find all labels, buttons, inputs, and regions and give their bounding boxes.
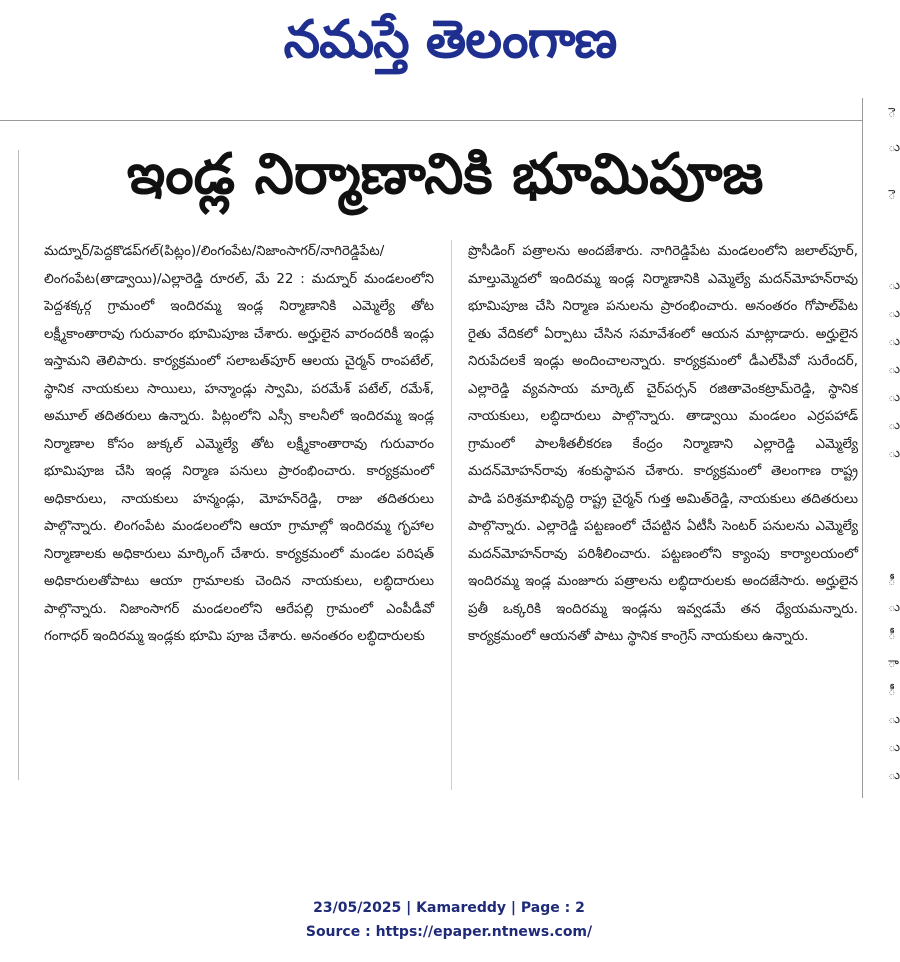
- article-column-2: ప్రొసీడింగ్ పత్రాలను అందజేశారు. నాగిరెడ్డిపేట మండలంలోని జలాల్‌పూర్, మాల్తుమ్మెదలో ఇందిరమ్మ ఇండ్ల నిర్మాణానికి ఎమ్మెల్యే మదన్‌మోహన్‌రావు భూమిపూజ చేసి నిర్మాణ పనులను ప్రారంభించారు. అనంతరం గోపాల్‌పేట రైతు వేదికలో ఏర్పాటు చేసిన సమావేశంలో ఆయన మాట్లాడారు. అర్హులైన నిరుపేదలకే ఇండ్లు అందించాలన్నారు. కార్యక్రమంలో డీఎల్‌పీవో సురేందర్, ఎల్లారెడ్డి వ్యవసాయ మార్కెట్ చైర్‌పర్సన్ రజితావెంకట్రామ్‌రెడ్డి, స్థానిక నాయకులు, లబ్ధిదారులు పాల్గొన్నారు. తాడ్వాయి మండలం ఎర్రపహాడ్ గ్రామంలో పాలశీతలీకరణ కేంద్రం నిర్మాణాని ఎల్లారెడ్డి ఎమ్మెల్యే మదన్‌మోహన్‌రావు శంకుస్థాపన చేశారు. కార్యక్రమంలో తెలంగాణ రాష్ట్ర పాడి పరిశ్రమాభివృద్ధి రాష్ట్ర చైర్మన్ గుత్త అమిత్‌రెడ్డి, నాయకులు తదితరులు పాల్గొన్నారు. ఎల్లారెడ్డి పట్టణంలో చేపట్టిన ఏటీసీ సెంటర్ పనులను ఎమ్మెల్యే మదన్‌మోహన్‌రావు పరిశీలించారు. పట్టణంలోని క్యాంపు కార్యాలయంలో ఇందిరమ్మ ఇండ్ల మంజూరు పత్రాలను లబ్ధిదారులకు అందజేసారు. అర్హులైన ప్రతీ ఒక్కరికి ఇందిరమ్మ ఇండ్లను ఇవ్వడమే తన ధ్యేయమన్నారు. కార్యక్రమంలో ఆయనతో పాటు స్థానిక కాంగ్రెస్ నాయకులు ఉన్నారు.: [468, 244, 858, 644]
- footer-date-edition: 23/05/2025 | Kamareddy | Page : 2: [313, 900, 585, 916]
- newspaper-masthead: నమస్తే తెలంగాణ: [283, 10, 617, 70]
- adjacent-article-edge: ె ు ె ు ు ు ు ు ు ు ీ ు ీ ా ీ ు ు ు: [888, 106, 900, 783]
- right-column-rule: [862, 98, 863, 798]
- column-divider: [451, 240, 452, 790]
- left-column-rule: [18, 150, 19, 780]
- footer-source: Source : https://epaper.ntnews.com/: [305, 924, 593, 940]
- masthead-divider: [0, 120, 862, 121]
- article-column-1: మద్నూర్/పెద్దకొడప్‌గల్(పిట్లం)/లింగంపేట/నిజాంసాగర్/నాగిరెడ్డిపేట/లింగంపేట(తాడ్వాయి)/ఎల్లారెడ్డి రూరల్, మే 22 : మద్నూర్ మండలంలోని పెద్దశక్కర్గ గ్రామంలో ఇందిరమ్మ ఇండ్ల నిర్మాణానికి ఎమ్మెల్యే తోట లక్ష్మీకాంతారావు గురువారం భూమిపూజ చేశారు. అర్హులైన వారందరికీ ఇండ్లు ఇస్తామని తెలిపారు. కార్యక్రమంలో సలాబత్‌పూర్ ఆలయ చైర్మన్ రాంపటేల్, స్థానిక నాయకులు సాయిలు, హన్మాండ్లు స్వామి, పరమేశ్ పటేల్, రమేశ్, అమూల్ తదితరులు ఉన్నారు. పిట్లంలోని ఎస్సీ కాలనీలో ఇందిరమ్మ ఇండ్ల నిర్మాణాల కోసం జుక్కల్ ఎమ్మెల్యే తోట లక్ష్మీకాంతారావు గురువారం భూమిపూజ చేసి ఇండ్ల నిర్మాణ పనులు ప్రారంభించారు. కార్యక్రమంలో అధికారులు, నాయకులు హన్మండ్లు, మోహన్‌రెడ్డి, రాజు తదితరులు పాల్గొన్నారు. లింగంపేట మండలంలోని ఆయా గ్రామాల్లో ఇందిరమ్మ గృహాల నిర్మాణాలకు అధికారులు మార్కింగ్ చేశారు. కార్యక్రమంలో మండల పరిషత్ అధికారులతోపాటు ఆయా గ్రామాలకు చెందిన నాయకులు, లబ్ధిదారులు పాల్గొన్నారు. నిజాంసాగర్ మండలంలోని ఆరేపల్లి గ్రామంలో ఎంపీడీవో గంగాధర్ ఇందిరమ్మ ఇండ్లకు భూమి పూజ చేశారు. అనంతరం లబ్ధిదారులకు: [44, 244, 434, 644]
- article-headline: ఇండ్ల నిర్మాణానికి భూమిపూజ: [126, 142, 764, 207]
